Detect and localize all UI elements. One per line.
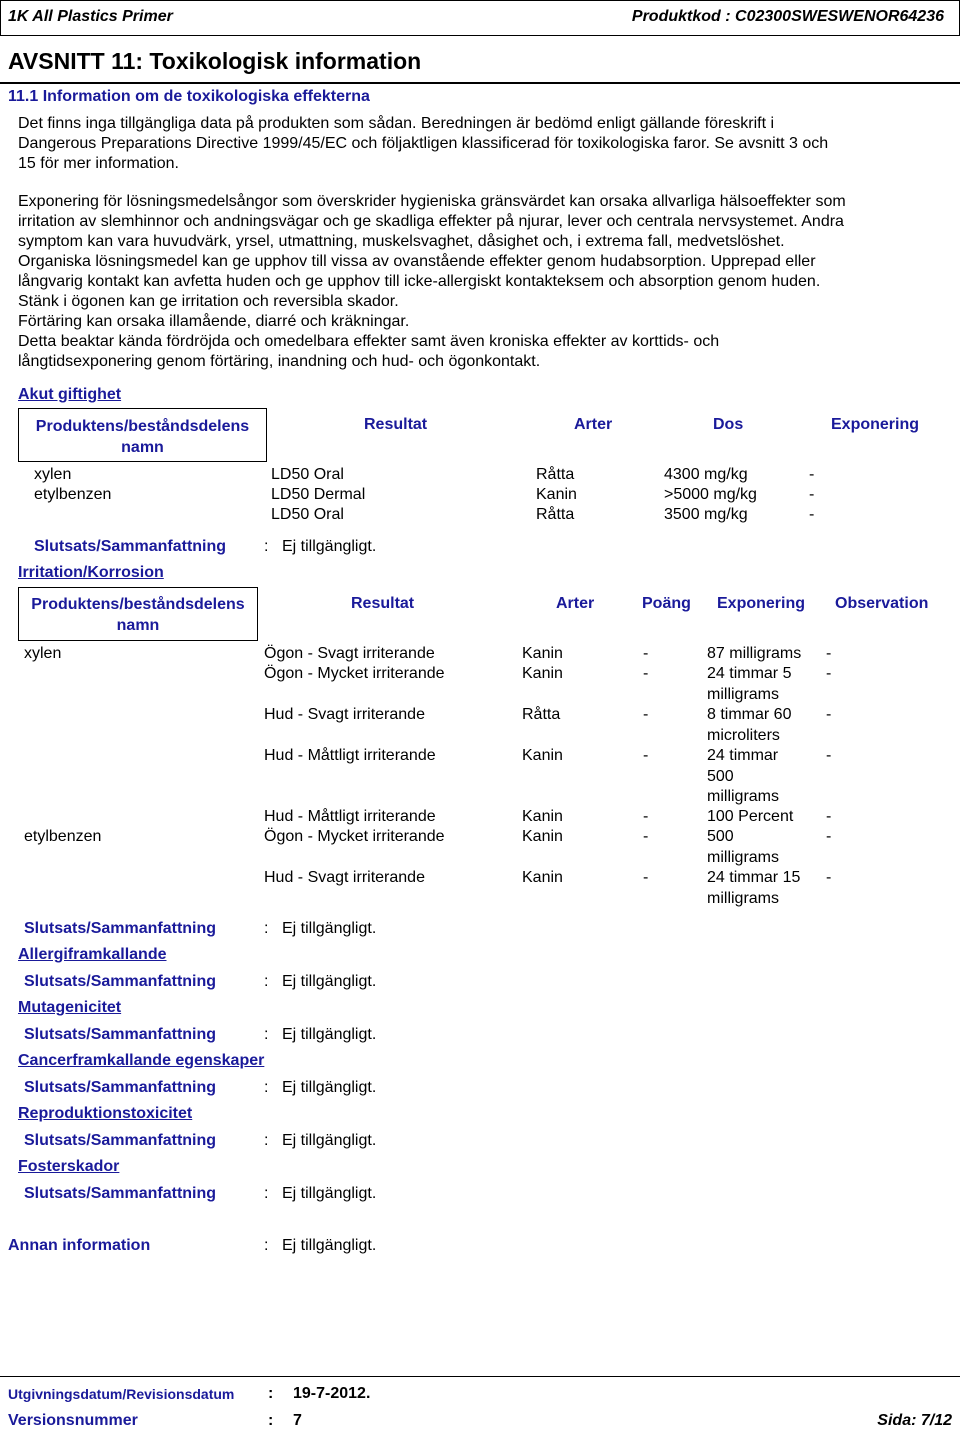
colon: : [264,973,269,990]
irritation-col-name [18,594,258,636]
irr-row-score: - [643,828,649,845]
irritation-heading: Irritation/Korrosion [18,564,164,581]
footer-version-value: 7 [293,1412,302,1429]
acute-row-exposure: - [809,466,815,483]
irr-row-exposure [707,746,779,808]
reproductive-toxicity-summary-label: Slutsats/Sammanfattning [24,1132,217,1149]
allergy-heading: Allergiframkallande [18,946,167,963]
product-name: 1K All Plastics Primer [8,8,173,25]
text-line: irritation av slemhinnor och andningsvägar och ge skadliga effekter på njurar, lever och centrala nervsystemet. Andra [18,213,844,230]
header-line: Produktens/beståndsdelens [31,596,245,613]
text-line: Förtäring kan orsaka illamående, diarré och kräkningar. [18,313,410,330]
irr-row-exposure [707,705,791,746]
footer-date-value: 19-7-2012. [293,1385,371,1402]
exposure-paragraph [18,192,943,372]
exposure-line: milligrams [707,848,779,866]
acute-row-species: Kanin [536,486,577,503]
teratogenicity-summary-value: Ej tillgängligt. [282,1185,377,1202]
exposure-line: 100 Percent [707,808,794,825]
acute-summary-value: Ej tillgängligt. [282,538,377,555]
reproductive-toxicity-summary-value: Ej tillgängligt. [282,1132,377,1149]
text-line: Organiska lösningsmedel kan ge upphov till vissa av ovanstående effekter genom hudabsorption. Upprepad eller [18,253,816,270]
irritation-col-score: Poäng [642,595,691,612]
irr-row-name: xylen [24,645,62,662]
irr-row-score: - [643,645,649,662]
acute-col-exposure: Exponering [831,416,920,433]
acute-row-exposure: - [809,486,815,503]
irr-row-result: Ögon - Svagt irriterande [264,645,435,662]
colon: : [264,1185,269,1202]
exposure-line: milligrams [707,788,779,805]
acute-summary-label: Slutsats/Sammanfattning [34,538,227,555]
text-line: symptom kan vara huvudvärk, yrsel, utmattning, muskelsvaghet, dåsighet och, i extrema fall, medvetslöshet. [18,233,785,250]
section-title: AVSNITT 11: Toxikologisk information [8,48,422,74]
irr-row-observation: - [826,747,832,764]
irr-row-observation: - [826,706,832,723]
acute-row-name: xylen [34,466,72,483]
acute-row-species: Råtta [536,466,575,483]
irritation-summary-value: Ej tillgängligt. [282,920,377,937]
exposure-line: milligrams [707,685,779,703]
text-line: Dangerous Preparations Directive 1999/45/EC och följaktligen klassificerad för toxikologiska faror. Se avsnitt 3 och [18,135,829,152]
footer-version-label: Versionsnummer [8,1412,138,1429]
product-code: Produktkod : C02300SWESWENOR64236 [631,8,944,25]
carcinogenicity-summary-label: Slutsats/Sammanfattning [24,1079,217,1096]
text-line: långtidsexponering genom förtäring, inandning och hud- och ögonkontakt. [18,353,541,370]
colon: : [264,1079,269,1096]
colon: : [264,1026,269,1043]
carcinogenicity-summary-value: Ej tillgängligt. [282,1079,377,1096]
colon: : [264,538,269,555]
acute-row-dose: 4300 mg/kg [664,466,748,483]
text-line: Exponering för lösningsmedelsångor som överskrider hygieniska gränsvärdet kan orsaka allvarliga hälsoeffekter som [18,193,846,210]
acute-col-result: Resultat [364,416,428,433]
irr-row-name: etylbenzen [24,828,102,845]
text-line: Det finns inga tillgängliga data på produkten som sådan. Beredningen är bedömd enligt gällande föreskrift i [18,115,775,132]
mutagenicity-summary-label: Slutsats/Sammanfattning [24,1026,217,1043]
irr-row-score: - [643,706,649,723]
mutagenicity-heading: Mutagenicitet [18,999,122,1016]
irr-row-score: - [643,869,649,886]
footer-page-number: Sida: 7/12 [877,1412,952,1429]
irr-row-result: Hud - Svagt irriterande [264,706,425,723]
colon: : [264,1132,269,1149]
acute-row-result: LD50 Oral [271,506,344,523]
acute-row-result: LD50 Oral [271,466,344,483]
section-divider [0,82,960,84]
acute-toxicity-heading: Akut giftighet [18,386,122,403]
intro-paragraph [18,114,943,174]
irr-row-species: Kanin [522,808,563,825]
colon: : [268,1412,274,1429]
irr-row-species: Kanin [522,869,563,886]
acute-col-dose: Dos [713,416,744,433]
acute-col-species: Arter [574,416,613,433]
irritation-col-species: Arter [556,595,595,612]
exposure-line: 87 milligrams [707,645,802,662]
acute-row-name: etylbenzen [34,486,112,503]
footer-divider [0,1376,960,1377]
text-line: Stänk i ögonen kan ge irritation och reversibla skador. [18,293,399,310]
text-line: långvarig kontakt kan avfetta huden och ge upphov till icke-allergiskt kontakteksem och absorption genom huden. [18,273,821,290]
header-line: Produktens/beståndsdelens [35,418,250,435]
exposure-line: milligrams [707,889,779,907]
irritation-col-observation: Observation [835,595,929,612]
irr-row-observation: - [826,828,832,845]
exposure-line: microliters [707,726,780,744]
carcinogenicity-heading: Cancerframkallande egenskaper [18,1052,265,1069]
exposure-line: 24 timmar [707,747,779,764]
colon: : [264,920,269,937]
teratogenicity-summary-label: Slutsats/Sammanfattning [24,1185,217,1202]
mutagenicity-summary-value: Ej tillgängligt. [282,1026,377,1043]
allergy-summary-value: Ej tillgängligt. [282,973,377,990]
colon: : [268,1385,274,1402]
irr-row-exposure [707,644,801,665]
irr-row-species: Kanin [522,747,563,764]
irr-row-species: Kanin [522,665,563,682]
irr-row-score: - [643,665,649,682]
irr-row-species: Kanin [522,645,563,662]
irr-row-score: - [643,808,649,825]
irr-row-exposure [707,664,791,705]
header-line: namn [116,617,160,634]
acute-row-exposure: - [809,506,815,523]
acute-row-dose: >5000 mg/kg [664,486,757,503]
colon: : [264,1237,269,1254]
footer-date-label: Utgivningsdatum/Revisionsdatum [8,1386,235,1402]
text-line: 15 för mer information. [18,155,179,172]
allergy-summary-label: Slutsats/Sammanfattning [24,973,217,990]
irr-row-observation: - [826,808,832,825]
irr-row-score: - [643,747,649,764]
other-info-label: Annan information [8,1237,151,1254]
irr-row-exposure [707,868,800,909]
irr-row-result: Hud - Måttligt irriterande [264,747,436,764]
acute-row-result: LD50 Dermal [271,486,366,503]
teratogenicity-heading: Fosterskador [18,1158,120,1175]
irr-row-species: Kanin [522,828,563,845]
exposure-line: 8 timmar 60 [707,706,792,723]
acute-row-species: Råtta [536,506,575,523]
irr-row-result: Ögon - Mycket irriterande [264,828,445,845]
section-subtitle: 11.1 Information om de toxikologiska effekterna [8,88,370,105]
irr-row-result: Ögon - Mycket irriterande [264,665,445,682]
exposure-line: 500 [707,828,734,845]
other-info-value: Ej tillgängligt. [282,1237,377,1254]
text-line: Detta beaktar kända fördröjda och omedelbara effekter samt även kroniska effekter av korttids- och [18,333,720,350]
irr-row-result: Hud - Måttligt irriterande [264,808,436,825]
irr-row-observation: - [826,645,832,662]
exposure-line: 500 [707,767,734,785]
header-line: namn [121,439,164,456]
irr-row-observation: - [826,869,832,886]
acute-col-name [18,416,267,458]
irr-row-species: Råtta [522,706,561,723]
irritation-col-exposure: Exponering [717,595,806,612]
exposure-line: 24 timmar 15 [707,869,801,886]
irr-row-observation: - [826,665,832,682]
irr-row-result: Hud - Svagt irriterande [264,869,425,886]
irr-row-exposure [707,827,779,868]
irr-row-exposure [707,807,793,828]
irritation-summary-label: Slutsats/Sammanfattning [24,920,217,937]
acute-row-dose: 3500 mg/kg [664,506,748,523]
reproductive-toxicity-heading: Reproduktionstoxicitet [18,1105,193,1122]
exposure-line: 24 timmar 5 [707,665,792,682]
irritation-col-result: Resultat [351,595,415,612]
